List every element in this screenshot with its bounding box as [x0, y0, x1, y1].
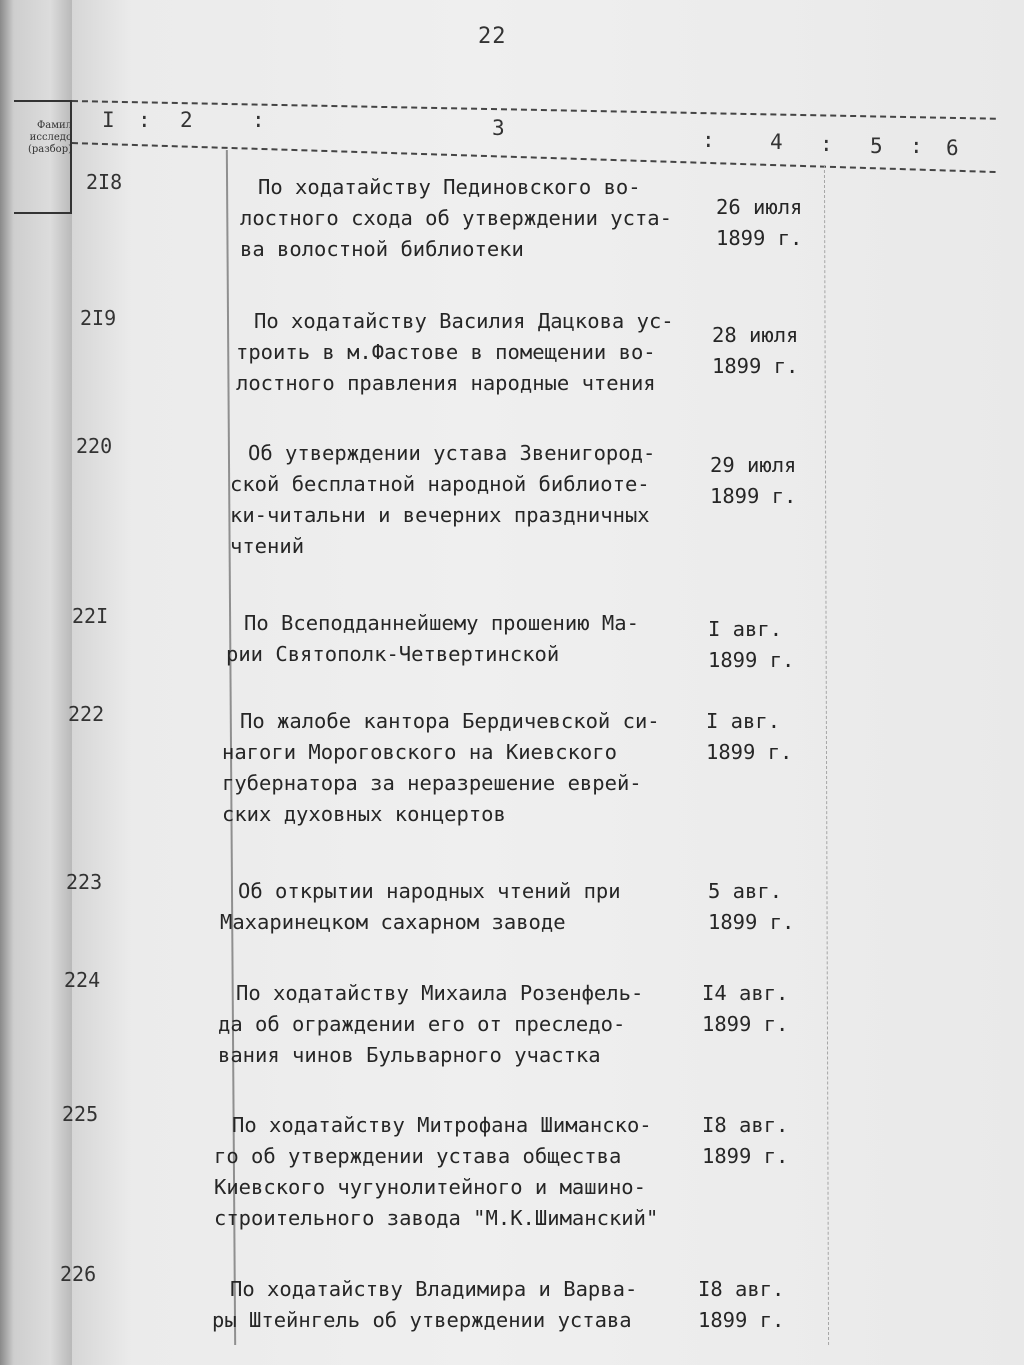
- column-separator: :: [820, 132, 833, 156]
- entry-description-line: По жалобе кантора Бердичевской си-: [240, 709, 660, 733]
- column-header-4: 4: [770, 130, 783, 154]
- column-separator: :: [138, 108, 151, 132]
- entry-date-line: 1899 г.: [702, 1012, 789, 1036]
- entry-number: 224: [64, 968, 101, 992]
- entry-number: 222: [68, 702, 105, 726]
- entry-description: [220, 876, 690, 938]
- entry-number: 22I: [72, 604, 109, 628]
- entry-description-line: Махаринецком сахарном заводе: [220, 910, 566, 934]
- previous-page-header-box: [4, 100, 72, 214]
- entry-date-line: 28 июля: [712, 323, 799, 347]
- entry-date: [716, 192, 846, 254]
- entry-date-line: 1899 г.: [708, 910, 795, 934]
- entry-date-line: 1899 г.: [698, 1308, 785, 1332]
- entry-description: [226, 608, 696, 670]
- previous-page-label: [14, 120, 72, 156]
- entry-description-line: нагоги Мороговского на Киевского: [222, 740, 617, 764]
- entry-number: 2I9: [80, 306, 117, 330]
- entry-description-line: ских духовных концертов: [222, 802, 506, 826]
- entry-description-line: По ходатайству Митрофана Шиманско-: [232, 1113, 652, 1137]
- entry-description-line: ки-читальни и вечерних праздничных: [230, 503, 650, 527]
- entry-date-line: I4 авг.: [702, 981, 789, 1005]
- entry-description-line: вания чинов Бульварного участка: [218, 1043, 601, 1067]
- entry-description-line: По ходатайству Михаила Розенфель-: [236, 981, 644, 1005]
- entry-date-line: I8 авг.: [702, 1113, 789, 1137]
- entry-date: [702, 1110, 832, 1172]
- entry-description-line: Об утверждении устава Звенигород-: [248, 441, 656, 465]
- entry-number: 225: [62, 1102, 99, 1126]
- entry-date-line: 1899 г.: [716, 226, 803, 250]
- entry-description-line: По ходатайству Владимира и Варва-: [230, 1277, 638, 1301]
- entry-description-line: По Всеподданнейшему прошению Ма-: [244, 611, 639, 635]
- entry-description-line: да об ограждении его от преследо-: [218, 1012, 626, 1036]
- entry-date-line: 1899 г.: [702, 1144, 789, 1168]
- entry-number: 220: [76, 434, 113, 458]
- previous-page-label-line: исследо: [29, 132, 72, 143]
- entry-description: [214, 1110, 684, 1234]
- entry-description: [212, 1274, 682, 1336]
- column-header-6: 6: [946, 136, 959, 160]
- column-separator: :: [910, 134, 923, 158]
- entry-date-line: I авг.: [706, 709, 781, 733]
- entry-description-line: лостного правления народные чтения: [236, 371, 656, 395]
- entry-description-line: го об утверждении устава общества: [214, 1144, 622, 1168]
- entry-description: [218, 978, 688, 1071]
- entry-date-line: 1899 г.: [710, 484, 797, 508]
- entry-description: [230, 438, 700, 562]
- column-header-2: 2: [180, 108, 193, 132]
- entry-date: [710, 450, 840, 512]
- entry-date: [698, 1274, 828, 1336]
- entry-description: [236, 306, 706, 399]
- page-number: 22: [478, 24, 507, 49]
- entry-date: [708, 614, 838, 676]
- entry-date: [712, 320, 842, 382]
- entry-description-line: губернатора за неразрешение еврей-: [222, 771, 642, 795]
- column-header-3: 3: [492, 116, 505, 140]
- column-separator: :: [702, 128, 715, 152]
- entry-date: [702, 978, 832, 1040]
- entry-date-line: 26 июля: [716, 195, 803, 219]
- entry-description: [222, 706, 692, 830]
- previous-page-label-line: (разбор): [27, 144, 72, 155]
- entry-description-line: лостного схода об утверждении уста-: [240, 206, 672, 230]
- document-page: [60, 0, 1024, 1365]
- entry-number: 226: [60, 1262, 97, 1286]
- entry-date-line: 1899 г.: [712, 354, 799, 378]
- entry-date: [708, 876, 838, 938]
- entry-description-line: Киевского чугунолитейного и машино-: [214, 1175, 646, 1199]
- column-header-1: I: [102, 108, 115, 132]
- entry-date-line: 29 июля: [710, 453, 797, 477]
- entry-description-line: ской бесплатной народной библиоте-: [230, 472, 650, 496]
- entry-description-line: ва волостной библиотеки: [240, 237, 524, 261]
- entry-description-line: Об открытии народных чтений при: [238, 879, 621, 903]
- entry-date-line: 1899 г.: [706, 740, 793, 764]
- entry-description-line: строительного завода "М.К.Шиманский": [214, 1206, 659, 1230]
- entry-description-line: По ходатайству Пединовского во-: [258, 175, 641, 199]
- book-binding: [0, 0, 14, 1365]
- entry-date-line: 5 авг.: [708, 879, 783, 903]
- entry-date-line: I8 авг.: [698, 1277, 785, 1301]
- entry-date: [706, 706, 836, 768]
- column-separator: :: [252, 108, 265, 132]
- entry-description: [240, 172, 710, 265]
- entry-description-line: ры Штейнгель об утверждении устава: [212, 1308, 632, 1332]
- entry-description-line: По ходатайству Василия Дацкова ус-: [254, 309, 674, 333]
- entry-date-line: I авг.: [708, 617, 783, 641]
- entry-number: 223: [66, 870, 103, 894]
- previous-page-label-line: Фамил: [36, 120, 72, 131]
- entry-description-line: рии Святополк-Четвертинской: [226, 642, 560, 666]
- entry-description-line: троить в м.Фастове в помещении во-: [236, 340, 656, 364]
- entry-description-line: чтений: [230, 534, 305, 558]
- column-header-5: 5: [870, 134, 883, 158]
- entry-number: 2I8: [86, 170, 123, 194]
- entry-date-line: 1899 г.: [708, 648, 795, 672]
